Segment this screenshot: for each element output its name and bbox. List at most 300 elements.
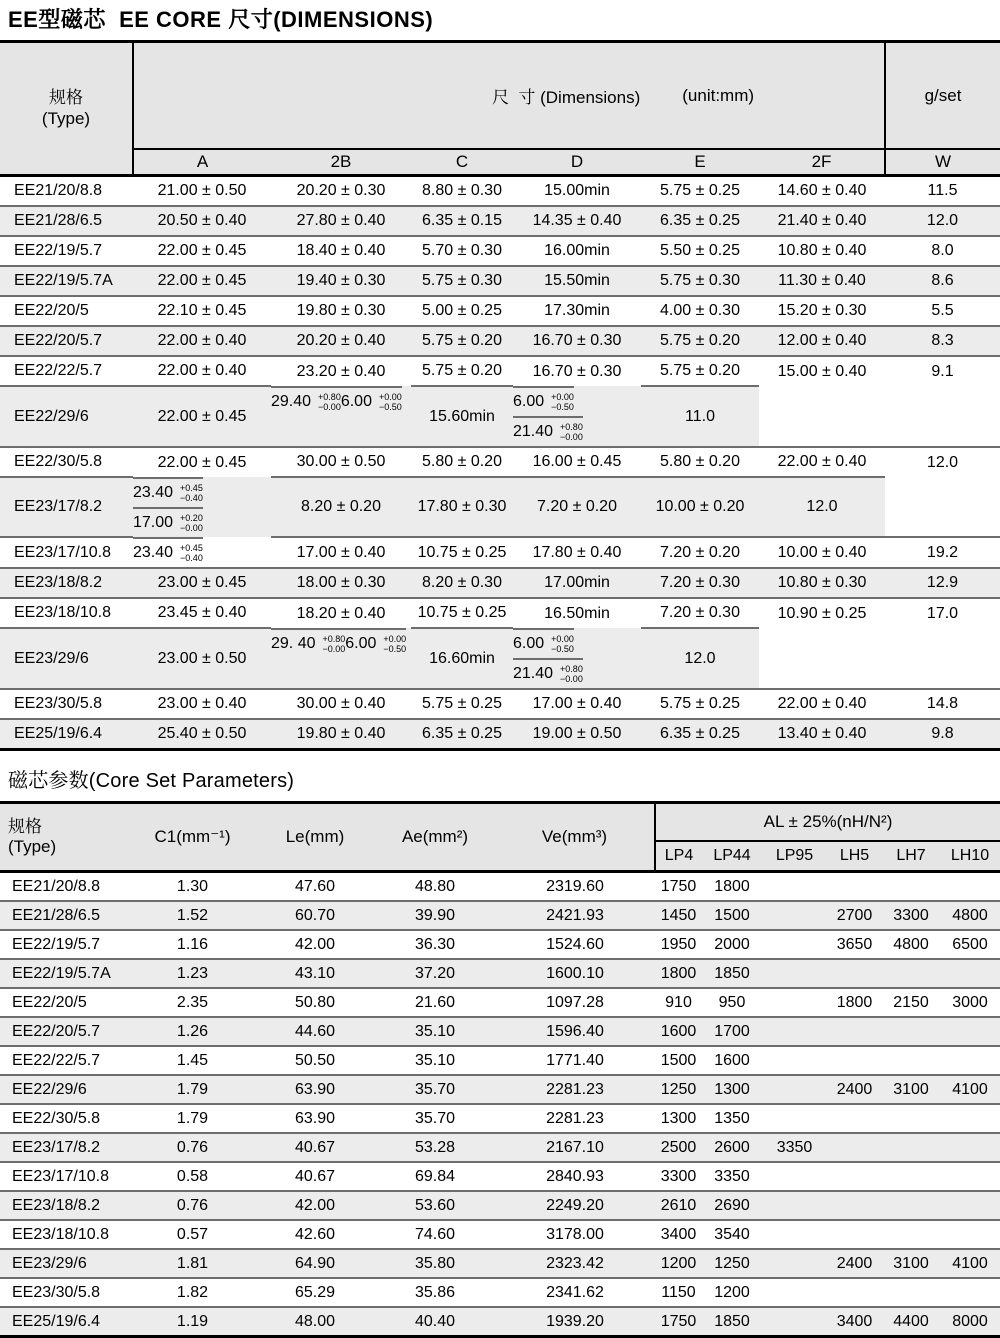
value-cell: 40.40	[375, 1307, 495, 1337]
value-cell: 4400	[882, 1307, 940, 1337]
value-cell: 12.0	[759, 477, 885, 537]
value-cell	[827, 1220, 882, 1249]
value-cell: 1200	[702, 1278, 762, 1307]
value: 6.00	[340, 393, 372, 410]
value-cell: 2421.93	[495, 901, 655, 930]
value-cell: 35.86	[375, 1278, 495, 1307]
value-cell: 30.00 ± 0.40	[271, 689, 411, 719]
value-cell: 21.60	[375, 988, 495, 1017]
value-cell: 9.8	[885, 719, 1000, 750]
table-row	[0, 1307, 1000, 1337]
tolerance-stack: +0.80 −0.00	[322, 633, 346, 654]
table-row	[0, 872, 1000, 902]
value-cell: 12.0	[885, 206, 1000, 236]
col-header-lh10: LH10	[940, 841, 1000, 872]
value-cell: 43.10	[255, 959, 375, 988]
core-type-cell: EE22/20/5.7	[0, 326, 133, 356]
value-cell: 60.70	[255, 901, 375, 930]
core-type-cell: EE23/17/10.8	[0, 1162, 130, 1191]
value-cell	[762, 1191, 827, 1220]
value-cell: 11.5	[885, 176, 1000, 207]
value-cell: 36.30	[375, 930, 495, 959]
value-cell: 1750	[655, 1307, 702, 1337]
gset-header: g/set	[885, 42, 1000, 150]
value-cell	[345, 628, 406, 658]
value-cell: 42.60	[255, 1220, 375, 1249]
value-cell: 2840.93	[495, 1162, 655, 1191]
value-cell: 1200	[655, 1249, 702, 1278]
value-cell: 48.80	[375, 872, 495, 902]
value-cell: 14.60 ± 0.40	[759, 176, 885, 207]
table-row	[0, 719, 1000, 750]
dimensions-group-header	[133, 42, 885, 150]
table-row	[0, 477, 1000, 537]
value-cell	[762, 901, 827, 930]
value-cell: 5.5	[885, 296, 1000, 326]
value-cell: 1600	[702, 1046, 762, 1075]
value-cell: 0.76	[130, 1133, 255, 1162]
value-cell: 2690	[702, 1191, 762, 1220]
core-type-cell: EE22/30/5.8	[0, 1104, 130, 1133]
value-cell	[271, 386, 341, 416]
value-cell: 5.75 ± 0.25	[411, 689, 513, 719]
value-cell: 47.60	[255, 872, 375, 902]
value-cell: 1300	[702, 1075, 762, 1104]
value-cell: 8.20 ± 0.20	[271, 477, 411, 537]
table-row	[0, 1220, 1000, 1249]
tolerance-stack: +0.00 −0.50	[383, 633, 407, 654]
value-cell: 40.67	[255, 1162, 375, 1191]
table-row	[0, 1191, 1000, 1220]
value-cell: 37.20	[375, 959, 495, 988]
value-cell: 1150	[655, 1278, 702, 1307]
value-cell	[940, 1017, 1000, 1046]
value-cell: 9.1	[885, 356, 1000, 386]
table-row	[0, 930, 1000, 959]
core-type-cell: EE22/20/5	[0, 988, 130, 1017]
value-cell	[827, 1133, 882, 1162]
value-cell: 14.8	[885, 689, 1000, 719]
value: 23.40	[133, 544, 174, 561]
value-cell: 2400	[827, 1249, 882, 1278]
value-cell	[882, 1191, 940, 1220]
value-cell: 19.80 ± 0.30	[271, 296, 411, 326]
tolerance-stack: +0.80 −0.00	[560, 421, 583, 442]
value-cell	[827, 1046, 882, 1075]
value-cell	[827, 1191, 882, 1220]
table-row	[0, 959, 1000, 988]
value-cell	[762, 1307, 827, 1337]
core-type-cell: EE23/17/10.8	[0, 537, 133, 568]
value-cell: 23.20 ± 0.40	[271, 356, 411, 386]
value-cell: 64.90	[255, 1249, 375, 1278]
value-cell: 48.00	[255, 1307, 375, 1337]
value-cell: 16.70 ± 0.30	[513, 356, 641, 386]
table-row	[0, 1249, 1000, 1278]
value-cell: 42.00	[255, 930, 375, 959]
table-row	[0, 598, 1000, 628]
table-row	[0, 1017, 1000, 1046]
value-cell: 20.50 ± 0.40	[133, 206, 271, 236]
parameters-table	[0, 801, 1000, 1338]
value-cell: 16.70 ± 0.30	[513, 326, 641, 356]
value-cell: 22.00 ± 0.45	[133, 236, 271, 266]
core-type-cell: EE23/18/10.8	[0, 1220, 130, 1249]
value-cell: 1300	[655, 1104, 702, 1133]
value-cell: 12.0	[641, 628, 759, 689]
value-cell	[271, 628, 345, 658]
core-type-cell: EE23/17/8.2	[0, 1133, 130, 1162]
value-cell: 910	[655, 988, 702, 1017]
value-cell: 7.20 ± 0.30	[641, 568, 759, 598]
col-header-lp4: LP4	[655, 841, 702, 872]
table-row	[0, 537, 1000, 568]
value-cell: 6.35 ± 0.25	[641, 206, 759, 236]
value-cell: 19.00 ± 0.50	[513, 719, 641, 750]
value-cell: 4800	[940, 901, 1000, 930]
tolerance-stack: +0.45 −0.40	[180, 482, 203, 503]
value-cell: 1.26	[130, 1017, 255, 1046]
value-cell: 53.60	[375, 1191, 495, 1220]
value-cell: 0.57	[130, 1220, 255, 1249]
value-cell: 3350	[702, 1162, 762, 1191]
core-type-cell: EE23/29/6	[0, 1249, 130, 1278]
value: 6.00	[513, 393, 545, 410]
value-cell: 40.67	[255, 1133, 375, 1162]
value-cell: 1800	[655, 959, 702, 988]
value-cell: 5.70 ± 0.30	[411, 236, 513, 266]
value-cell: 22.00 ± 0.40	[133, 356, 271, 386]
value-cell: 2000	[702, 930, 762, 959]
value-cell: 4800	[882, 930, 940, 959]
value-cell: 5.75 ± 0.25	[641, 689, 759, 719]
value-cell: 6500	[940, 930, 1000, 959]
value-cell: 5.50 ± 0.25	[641, 236, 759, 266]
value-cell	[762, 1220, 827, 1249]
value-cell: 16.00min	[513, 236, 641, 266]
value: 23.40	[133, 484, 174, 501]
value-cell: 5.80 ± 0.20	[641, 447, 759, 477]
col-header-ve: Ve(mm³)	[495, 803, 655, 872]
dimensions-table	[0, 40, 1000, 751]
col-header-lp44: LP44	[702, 841, 762, 872]
value-cell	[513, 386, 574, 416]
value-cell: 2167.10	[495, 1133, 655, 1162]
value-cell: 3400	[655, 1220, 702, 1249]
col-header-d: D	[513, 149, 641, 176]
value: 6.00	[345, 635, 377, 652]
core-type-cell: EE21/28/6.5	[0, 901, 130, 930]
core-type-cell: EE23/29/6	[0, 628, 133, 689]
type-header-cn: 规格	[49, 88, 83, 108]
value-cell	[940, 1278, 1000, 1307]
col-header-c: C	[411, 149, 513, 176]
value-cell: 16.50min	[513, 598, 641, 628]
value-cell: 3178.00	[495, 1220, 655, 1249]
value-cell: 63.90	[255, 1075, 375, 1104]
value-cell	[940, 872, 1000, 902]
dimensions-table-header	[0, 42, 1000, 176]
param-table-body	[0, 872, 1000, 1337]
value-cell: 1.30	[130, 872, 255, 902]
value-cell: 22.00 ± 0.45	[133, 447, 271, 477]
value-cell	[827, 1278, 882, 1307]
page-title: EE型磁芯 EE CORE 尺寸(DIMENSIONS)	[8, 7, 434, 32]
value-cell: 35.10	[375, 1046, 495, 1075]
core-type-cell: EE22/19/5.7A	[0, 959, 130, 988]
tolerance-stack: +0.20 −0.00	[180, 512, 203, 533]
value-cell: 3540	[702, 1220, 762, 1249]
col-header-a: A	[133, 149, 271, 176]
value-cell: 22.00 ± 0.40	[759, 689, 885, 719]
value-cell: 1750	[655, 872, 702, 902]
value-cell	[882, 1104, 940, 1133]
col-header-lh7: LH7	[882, 841, 940, 872]
value-cell	[882, 959, 940, 988]
value-cell: 23.00 ± 0.45	[133, 568, 271, 598]
value-cell	[762, 1075, 827, 1104]
value-cell	[940, 1220, 1000, 1249]
value-cell: 30.00 ± 0.50	[271, 447, 411, 477]
value-cell: 1.52	[130, 901, 255, 930]
value-cell: 17.80 ± 0.30	[411, 477, 513, 537]
core-type-cell: EE23/18/8.2	[0, 1191, 130, 1220]
value-cell: 10.00 ± 0.20	[641, 477, 759, 537]
value-cell: 16.00 ± 0.45	[513, 447, 641, 477]
value-cell: 22.00 ± 0.45	[133, 386, 271, 447]
value-cell: 35.80	[375, 1249, 495, 1278]
col-header-c1: C1(mm⁻¹)	[130, 803, 255, 872]
value: 21.40	[513, 423, 554, 440]
value-cell: 3100	[882, 1249, 940, 1278]
al-group-header: AL ± 25%(nH/N²)	[655, 803, 1000, 842]
value-cell	[513, 658, 583, 688]
value: 21.40	[513, 665, 554, 682]
value-cell: 25.40 ± 0.50	[133, 719, 271, 750]
value-cell: 11.0	[641, 386, 759, 447]
value-cell: 2400	[827, 1075, 882, 1104]
value-cell: 8.6	[885, 266, 1000, 296]
value-cell: 1350	[702, 1104, 762, 1133]
value-cell: 7.20 ± 0.20	[513, 477, 641, 537]
table-row	[0, 296, 1000, 326]
core-type-cell: EE22/29/6	[0, 386, 133, 447]
tolerance-stack: +0.00 −0.50	[378, 391, 402, 412]
core-type-cell: EE25/19/6.4	[0, 719, 133, 750]
value-cell: 1097.28	[495, 988, 655, 1017]
value-cell: 10.80 ± 0.30	[759, 568, 885, 598]
value-cell	[762, 1278, 827, 1307]
table-row	[0, 176, 1000, 207]
value: 17.00	[133, 514, 174, 531]
value-cell: 16.60min	[411, 628, 513, 689]
value-cell: 39.90	[375, 901, 495, 930]
value-cell: 1.79	[130, 1075, 255, 1104]
value-cell: 5.75 ± 0.25	[641, 176, 759, 207]
value-cell: 22.10 ± 0.45	[133, 296, 271, 326]
value-cell	[940, 1104, 1000, 1133]
value-cell: 1250	[702, 1249, 762, 1278]
value-cell: 2.35	[130, 988, 255, 1017]
value-cell	[762, 1017, 827, 1046]
value-cell: 14.35 ± 0.40	[513, 206, 641, 236]
value-cell: 23.45 ± 0.40	[133, 598, 271, 628]
type-header-cn: 规格	[8, 816, 42, 836]
section-title-parameters: 磁芯参数(Core Set Parameters)	[8, 770, 295, 792]
value-cell	[827, 1017, 882, 1046]
tolerance-stack: +0.45 −0.40	[180, 542, 203, 563]
value-cell: 12.0	[885, 447, 1000, 477]
value-cell: 23.00 ± 0.40	[133, 689, 271, 719]
value-cell: 63.90	[255, 1104, 375, 1133]
value-cell	[940, 1133, 1000, 1162]
col-header-w: W	[885, 149, 1000, 176]
value-cell: 13.40 ± 0.40	[759, 719, 885, 750]
value: 29.40	[271, 393, 312, 410]
value-cell: 1250	[655, 1075, 702, 1104]
value-cell: 7.20 ± 0.30	[641, 598, 759, 628]
dimensions-label: 尺 寸 (Dimensions)	[491, 88, 641, 107]
value-cell: 50.50	[255, 1046, 375, 1075]
value-cell	[762, 1104, 827, 1133]
value-cell: 2341.62	[495, 1278, 655, 1307]
value-cell: 5.00 ± 0.25	[411, 296, 513, 326]
col-header-2f: 2F	[759, 149, 885, 176]
core-type-cell: EE25/19/6.4	[0, 1307, 130, 1337]
value-cell: 6.35 ± 0.15	[411, 206, 513, 236]
value-cell	[762, 959, 827, 988]
table-row	[0, 1133, 1000, 1162]
value-cell	[762, 872, 827, 902]
value-cell: 20.20 ± 0.30	[271, 176, 411, 207]
value-cell	[133, 537, 203, 567]
table-row	[0, 1046, 1000, 1075]
value-cell: 1.45	[130, 1046, 255, 1075]
type-header-en: (Type)	[8, 837, 57, 856]
value-cell: 19.2	[885, 537, 1000, 568]
value-cell	[882, 1133, 940, 1162]
value-cell: 35.10	[375, 1017, 495, 1046]
value-cell: 4100	[940, 1249, 1000, 1278]
core-type-cell: EE22/20/5.7	[0, 1017, 130, 1046]
value-cell: 3000	[940, 988, 1000, 1017]
tolerance-stack: +0.00 −0.50	[551, 633, 574, 654]
value-cell: 1600	[655, 1017, 702, 1046]
value-cell: 17.00min	[513, 568, 641, 598]
value: 29. 40	[271, 635, 316, 652]
value-cell: 0.58	[130, 1162, 255, 1191]
core-type-cell: EE23/17/8.2	[0, 477, 133, 537]
core-type-cell: EE22/22/5.7	[0, 356, 133, 386]
value-cell: 950	[702, 988, 762, 1017]
table-row	[0, 1162, 1000, 1191]
value-cell: 1700	[702, 1017, 762, 1046]
value-cell: 65.29	[255, 1278, 375, 1307]
value-cell: 1.82	[130, 1278, 255, 1307]
table-row	[0, 901, 1000, 930]
value-cell: 6.35 ± 0.25	[411, 719, 513, 750]
value-cell	[882, 872, 940, 902]
value-cell: 1.81	[130, 1249, 255, 1278]
value-cell	[882, 1162, 940, 1191]
value-cell	[827, 959, 882, 988]
value-cell: 12.9	[885, 568, 1000, 598]
value-cell: 1.79	[130, 1104, 255, 1133]
table-row	[0, 568, 1000, 598]
value-cell: 8.20 ± 0.30	[411, 568, 513, 598]
value-cell	[827, 872, 882, 902]
value-cell: 5.75 ± 0.30	[411, 266, 513, 296]
value-cell: 17.30min	[513, 296, 641, 326]
core-type-cell: EE23/18/10.8	[0, 598, 133, 628]
value-cell: 0.76	[130, 1191, 255, 1220]
value-cell: 44.60	[255, 1017, 375, 1046]
value-cell: 18.00 ± 0.30	[271, 568, 411, 598]
value-cell: 1524.60	[495, 930, 655, 959]
value-cell: 3100	[882, 1075, 940, 1104]
value-cell: 3400	[827, 1307, 882, 1337]
value-cell: 15.20 ± 0.30	[759, 296, 885, 326]
value-cell: 5.75 ± 0.20	[411, 356, 513, 386]
value-cell: 3650	[827, 930, 882, 959]
value-cell	[940, 1046, 1000, 1075]
type-column-header	[0, 803, 130, 872]
value-cell: 5.75 ± 0.20	[411, 326, 513, 356]
table-row	[0, 1104, 1000, 1133]
value-cell: 1596.40	[495, 1017, 655, 1046]
value-cell: 22.00 ± 0.40	[759, 447, 885, 477]
type-column-header	[0, 42, 133, 176]
value-cell: 1.23	[130, 959, 255, 988]
core-type-cell: EE22/30/5.8	[0, 447, 133, 477]
table-row	[0, 386, 1000, 447]
value-cell: 1850	[702, 959, 762, 988]
value-cell: 19.80 ± 0.40	[271, 719, 411, 750]
value-cell: 8.80 ± 0.30	[411, 176, 513, 207]
value-cell: 15.00min	[513, 176, 641, 207]
core-type-cell: EE21/28/6.5	[0, 206, 133, 236]
col-header-lh5: LH5	[827, 841, 882, 872]
value-cell: 35.70	[375, 1104, 495, 1133]
value-cell: 15.00 ± 0.40	[759, 356, 885, 386]
dim-table-body	[0, 176, 1000, 750]
value-cell	[882, 1220, 940, 1249]
value-cell	[882, 1278, 940, 1307]
col-header-le: Le(mm)	[255, 803, 375, 872]
value-cell: 5.75 ± 0.20	[641, 326, 759, 356]
core-type-cell: EE22/22/5.7	[0, 1046, 130, 1075]
value-cell: 8.0	[885, 236, 1000, 266]
value-cell: 10.80 ± 0.40	[759, 236, 885, 266]
core-type-cell: EE21/20/8.8	[0, 176, 133, 207]
value-cell: 4100	[940, 1075, 1000, 1104]
value-cell: 1500	[702, 901, 762, 930]
value: 6.00	[513, 635, 545, 652]
value-cell: 2249.20	[495, 1191, 655, 1220]
value-cell: 3350	[762, 1133, 827, 1162]
value-cell	[762, 1046, 827, 1075]
value-cell: 2700	[827, 901, 882, 930]
value-cell: 2150	[882, 988, 940, 1017]
value-cell	[882, 1017, 940, 1046]
value-cell: 2323.42	[495, 1249, 655, 1278]
value-cell: 1450	[655, 901, 702, 930]
value-cell: 15.60min	[411, 386, 513, 447]
core-type-cell: EE22/19/5.7	[0, 930, 130, 959]
value-cell: 2610	[655, 1191, 702, 1220]
tolerance-stack: +0.00 −0.50	[551, 391, 574, 412]
tolerance-stack: +0.80 −0.00	[560, 663, 583, 684]
